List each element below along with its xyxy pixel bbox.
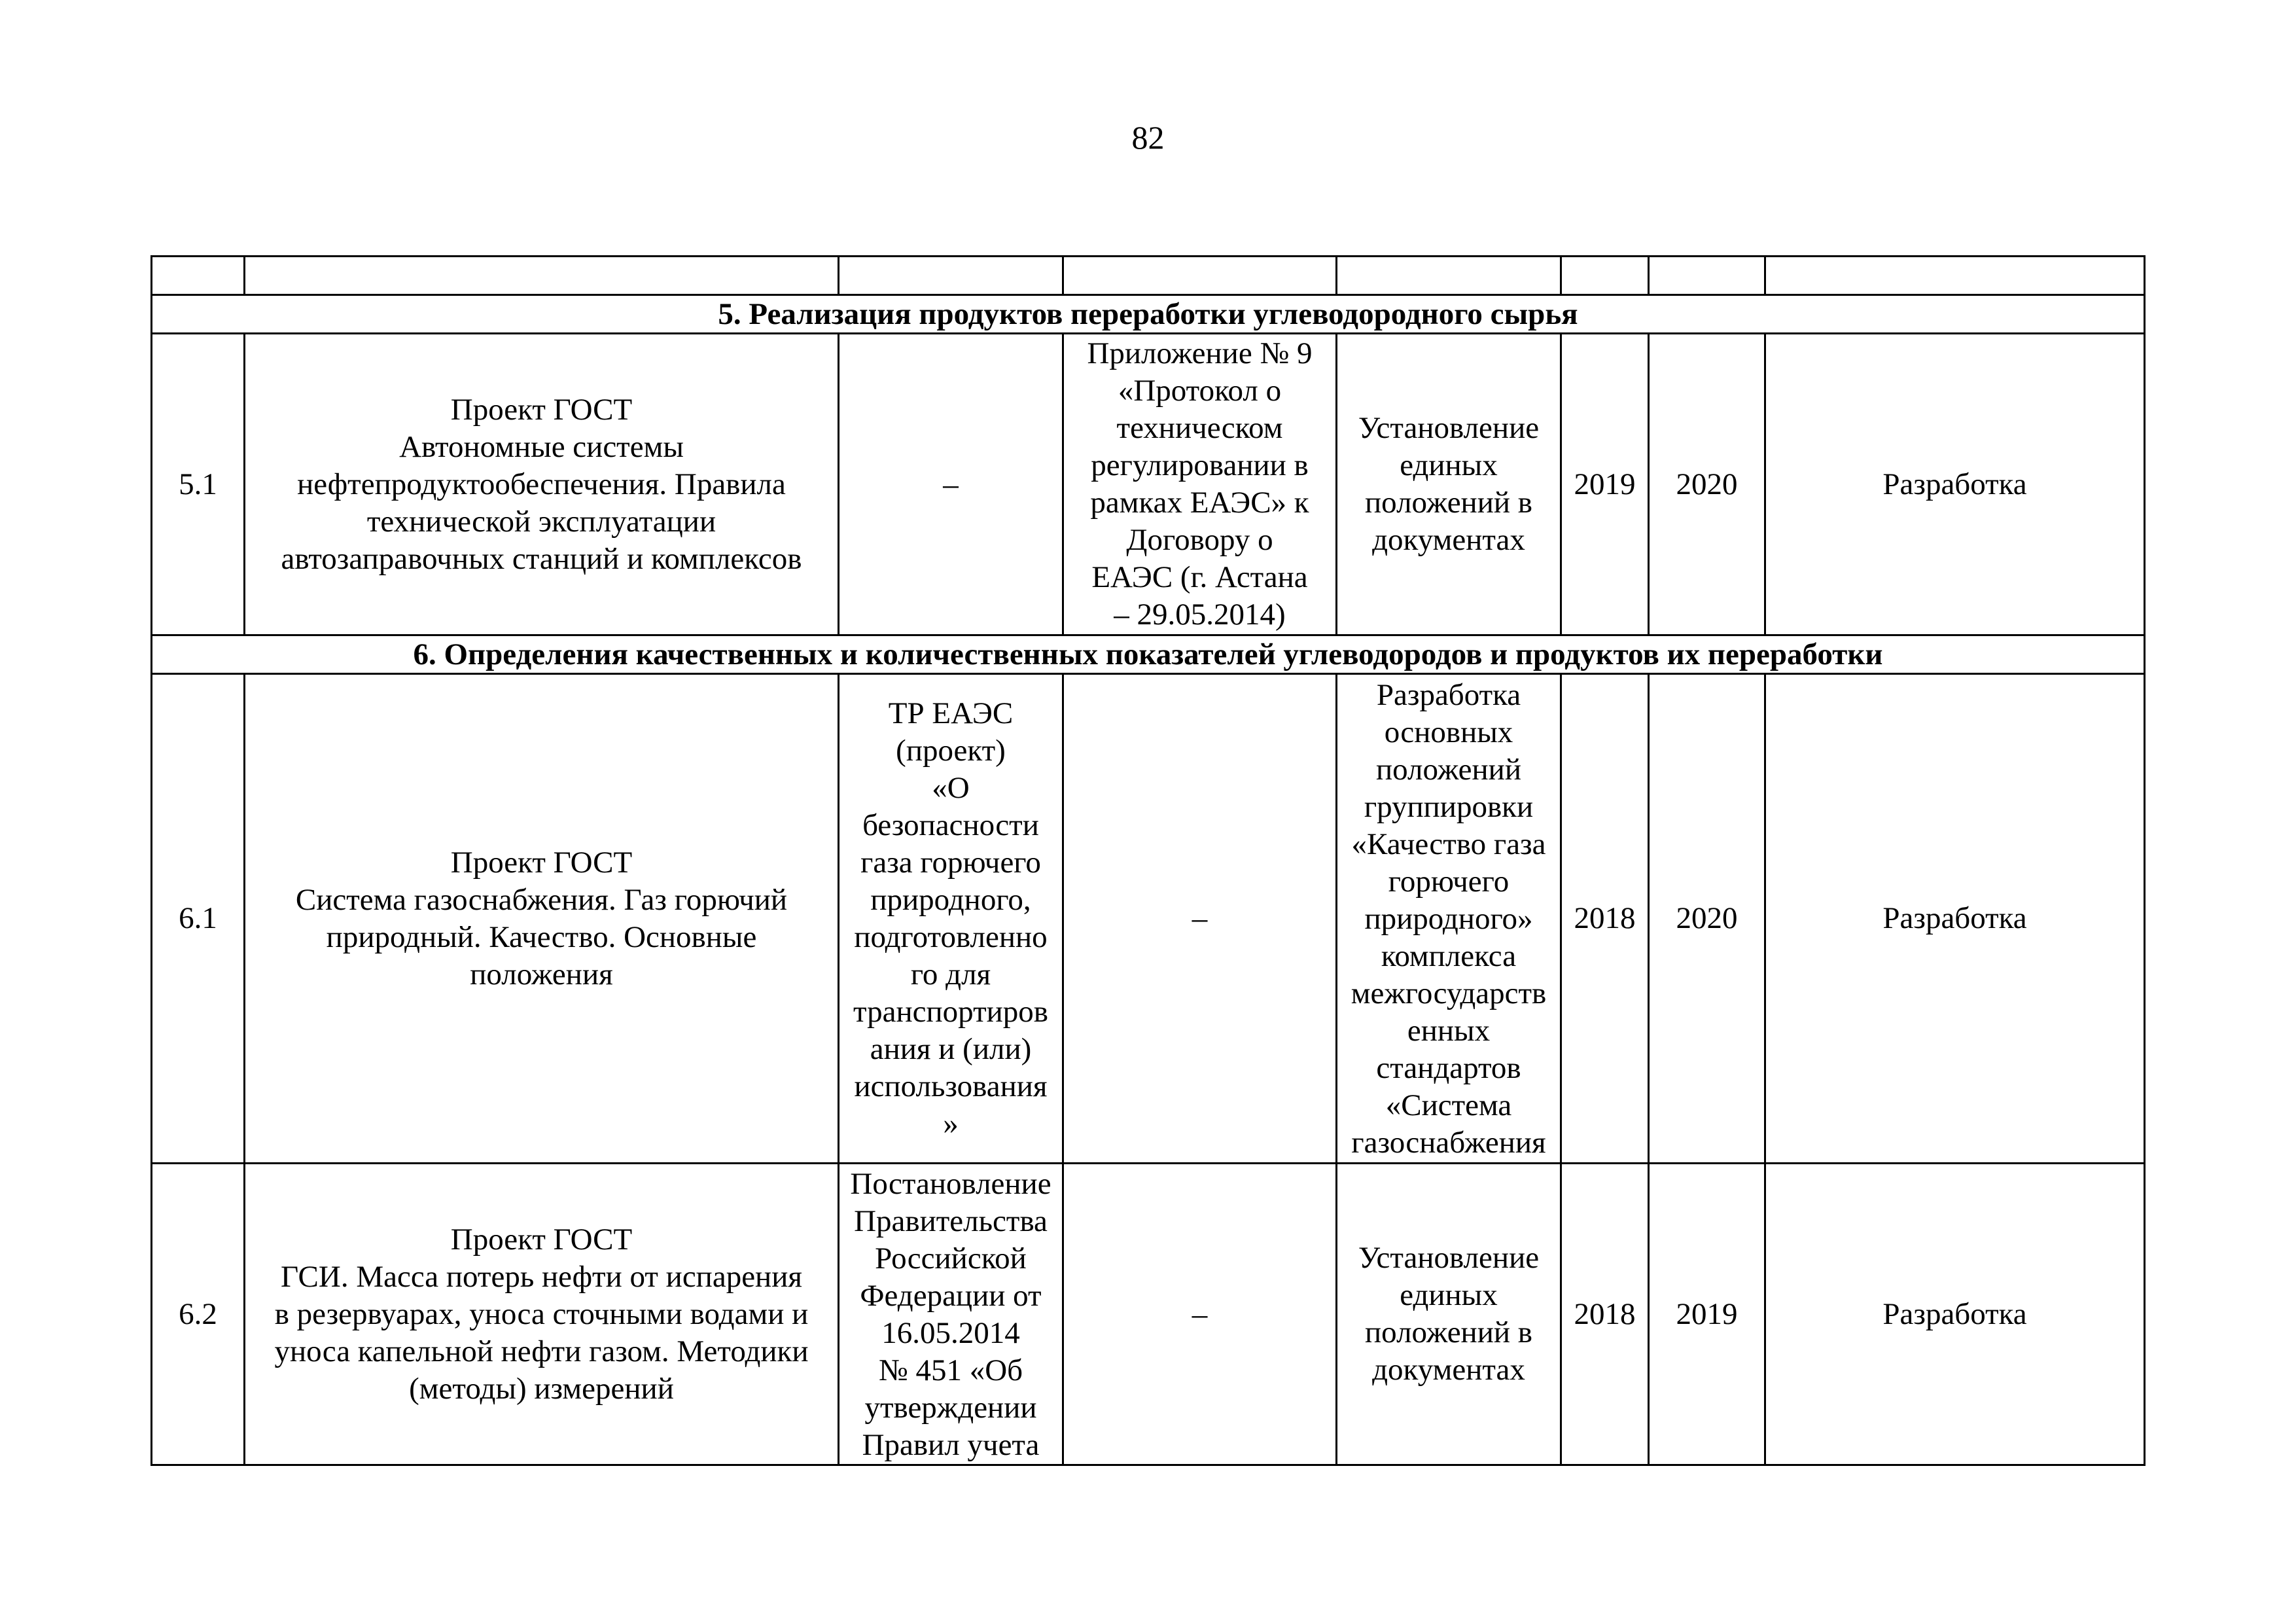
- header-cell: [1337, 257, 1561, 295]
- eaeu-document: Приложение № 9 «Протокол о техническом регулировании в рамках ЕАЭС» к Договору о ЕАЭС (г. Астана – 29.05.2014): [1063, 334, 1337, 635]
- work-stage: Разработка: [1765, 334, 2145, 635]
- end-year: 2020: [1649, 674, 1765, 1164]
- basis-document: Постановление Правительства Российской Федерации от 16.05.2014 № 451 «Об утверждении Правил учета: [839, 1164, 1063, 1465]
- end-year: 2020: [1649, 334, 1765, 635]
- table-row: [152, 334, 2145, 635]
- start-year: 2018: [1561, 674, 1649, 1164]
- header-cell: [1063, 257, 1337, 295]
- standard-name: Проект ГОСТ Система газоснабжения. Газ горючий природный. Качество. Основные положения: [245, 674, 839, 1164]
- basis-document: –: [839, 334, 1063, 635]
- start-year: 2018: [1561, 1164, 1649, 1465]
- eaeu-document: –: [1063, 1164, 1337, 1465]
- purpose: Установление единых положений в документах: [1337, 1164, 1561, 1465]
- basis-document: ТР ЕАЭС (проект) «О безопасности газа горючего природного, подготовленно го для транспортиров ания и (или) использования »: [839, 674, 1063, 1164]
- table-row: [152, 674, 2145, 1164]
- start-year: 2019: [1561, 334, 1649, 635]
- section-row: [152, 295, 2145, 334]
- purpose: Разработка основных положений группировки «Качество газа горючего природного» комплекса межгосударств енных стандартов «Система газоснабжения: [1337, 674, 1561, 1164]
- section-row: [152, 635, 2145, 674]
- end-year: 2019: [1649, 1164, 1765, 1465]
- work-stage: Разработка: [1765, 1164, 2145, 1465]
- row-number: 5.1: [152, 334, 245, 635]
- header-cell: [152, 257, 245, 295]
- header-cell: [245, 257, 839, 295]
- standard-name: Проект ГОСТ ГСИ. Масса потерь нефти от испарения в резервуарах, уноса сточными водами и уноса капельной нефти газом. Методики (методы) измерений: [245, 1164, 839, 1465]
- row-number: 6.1: [152, 674, 245, 1164]
- header-cell: [1561, 257, 1649, 295]
- standards-plan-table: [150, 255, 2146, 1466]
- eaeu-document: –: [1063, 674, 1337, 1164]
- page-number: 82: [1131, 119, 1165, 156]
- purpose: Установление единых положений в документах: [1337, 334, 1561, 635]
- section-title: 5. Реализация продуктов переработки углеводородного сырья: [152, 295, 2145, 334]
- work-stage: Разработка: [1765, 674, 2145, 1164]
- header-cell: [1765, 257, 2145, 295]
- header-cell: [1649, 257, 1765, 295]
- header-cell: [839, 257, 1063, 295]
- table-row: [152, 1164, 2145, 1465]
- table-header-row: [152, 257, 2145, 295]
- standard-name: Проект ГОСТ Автономные системы нефтепродуктообеспечения. Правила технической эксплуатации автозаправочных станций и комплексов: [245, 334, 839, 635]
- row-number: 6.2: [152, 1164, 245, 1465]
- section-title: 6. Определения качественных и количественных показателей углеводородов и продуктов их переработки: [152, 635, 2145, 674]
